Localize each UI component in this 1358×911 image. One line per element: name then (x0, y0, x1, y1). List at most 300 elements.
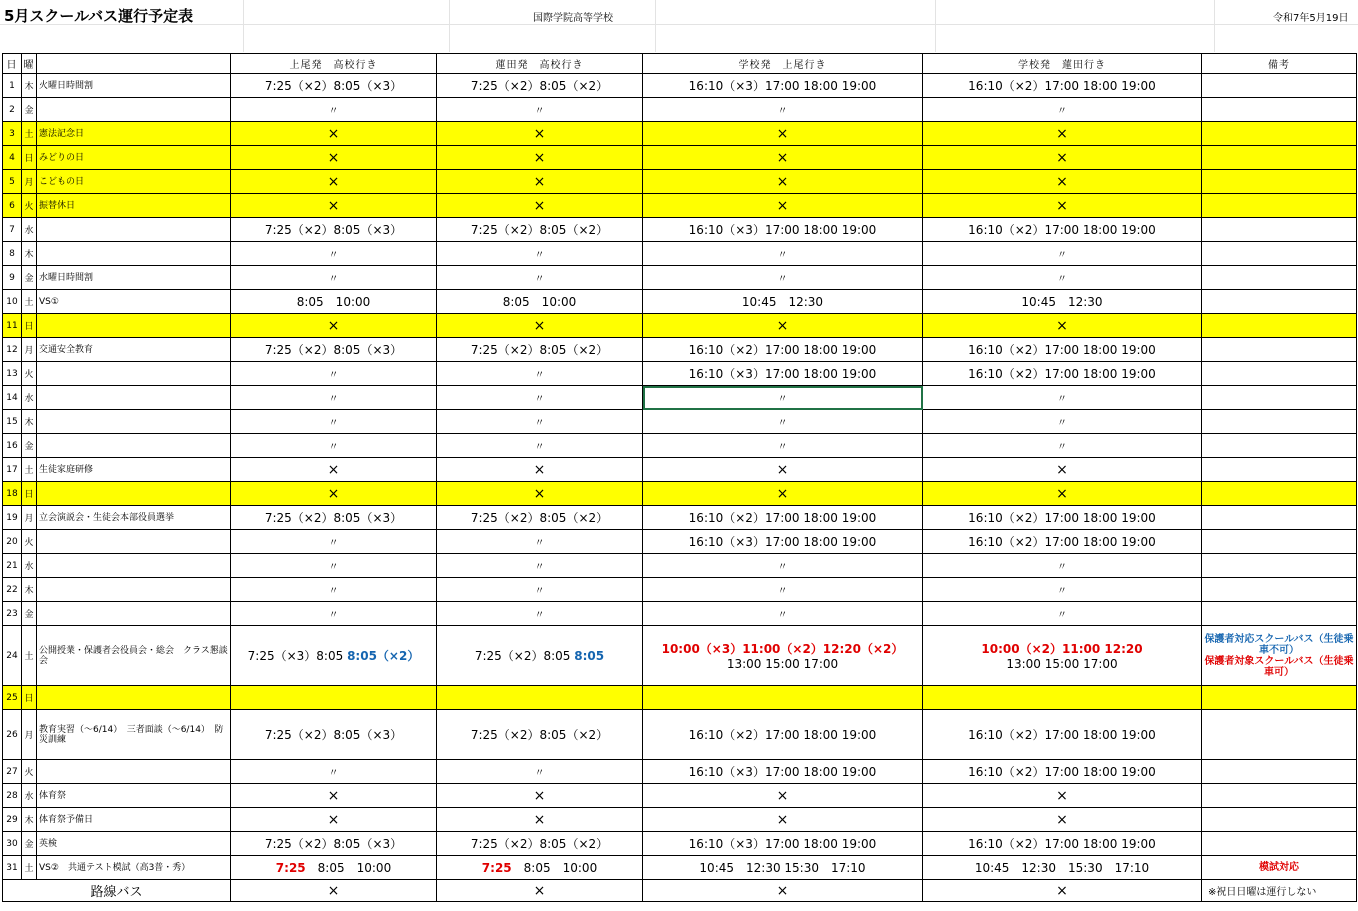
weekday-cell[interactable]: 火 (22, 760, 37, 784)
day-cell[interactable]: 2 (3, 98, 22, 122)
route-bus-label[interactable]: 路線バス (3, 880, 231, 902)
event-cell[interactable] (37, 506, 231, 530)
school-to-hasuda-cell[interactable] (923, 242, 1202, 266)
school-to-ageo-cell[interactable] (643, 506, 923, 530)
remarks-cell[interactable] (1202, 290, 1357, 314)
hasuda-to-school-cell[interactable] (437, 856, 643, 880)
school-to-hasuda-cell[interactable] (923, 686, 1202, 710)
hasuda-to-school-cell[interactable] (437, 530, 643, 554)
hasuda-to-school-cell[interactable] (437, 686, 643, 710)
school-to-ageo-cell[interactable] (643, 362, 923, 386)
remarks-cell[interactable] (1202, 338, 1357, 362)
day-cell[interactable]: 23 (3, 602, 22, 626)
school-to-hasuda-cell[interactable] (923, 194, 1202, 218)
school-to-hasuda-cell[interactable] (923, 602, 1202, 626)
ageo-to-school-cell[interactable] (231, 410, 437, 434)
remarks-cell[interactable] (1202, 386, 1357, 410)
day-cell[interactable]: 15 (3, 410, 22, 434)
table-row (3, 578, 1357, 602)
ageo-to-school-cell[interactable] (231, 74, 437, 98)
remarks-cell[interactable] (1202, 808, 1357, 832)
school-to-ageo-cell[interactable] (643, 458, 923, 482)
event-cell[interactable] (37, 122, 231, 146)
remarks-cell[interactable] (1202, 362, 1357, 386)
event-cell[interactable] (37, 314, 231, 338)
hasuda-to-school-cell[interactable] (437, 626, 643, 686)
event-cell[interactable] (37, 290, 231, 314)
day-cell[interactable]: 30 (3, 832, 22, 856)
event-cell[interactable] (37, 74, 231, 98)
event-cell[interactable] (37, 626, 231, 686)
remarks-cell[interactable] (1202, 458, 1357, 482)
event-cell[interactable] (37, 530, 231, 554)
departure-times: 16:10（×2）17:00 18:00 19:00 (968, 343, 1156, 357)
school-to-hasuda-cell[interactable] (923, 386, 1202, 410)
event-text: 生徒家庭研修 (39, 464, 94, 475)
ageo-to-school-cell[interactable] (231, 434, 437, 458)
day-cell[interactable]: 28 (3, 784, 22, 808)
ageo-to-school-cell[interactable] (231, 760, 437, 784)
school-to-ageo-cell[interactable] (643, 856, 923, 880)
school-to-ageo-cell[interactable] (643, 122, 923, 146)
ageo-to-school-cell[interactable] (231, 362, 437, 386)
departure-times: × (327, 811, 340, 828)
hasuda-to-school-cell[interactable] (437, 218, 643, 242)
departure-times: × (776, 461, 789, 478)
school-to-hasuda-cell[interactable] (923, 74, 1202, 98)
weekday-cell[interactable]: 金 (22, 602, 37, 626)
remarks-cell[interactable] (1202, 482, 1357, 506)
school-to-ageo-cell[interactable] (643, 194, 923, 218)
ageo-to-school-cell[interactable] (231, 218, 437, 242)
day-cell[interactable]: 4 (3, 146, 22, 170)
remarks-cell[interactable] (1202, 578, 1357, 602)
weekday-cell[interactable]: 木 (22, 242, 37, 266)
weekday-cell[interactable]: 木 (22, 410, 37, 434)
hasuda-to-school-cell[interactable] (437, 170, 643, 194)
departure-times-highlight: 10:00（×2）11:00 12:20 (981, 642, 1143, 656)
weekday-cell[interactable]: 金 (22, 98, 37, 122)
day-cell[interactable]: 31 (3, 856, 22, 880)
event-text: 教育実習（～6/14） 三者面談（～6/14） 防災訓練 (39, 724, 224, 745)
departure-times: 7:25（×2）8:05（×3） (264, 728, 403, 742)
event-cell[interactable] (37, 710, 231, 760)
ageo-to-school-cell[interactable] (231, 290, 437, 314)
departure-times: × (1056, 317, 1068, 334)
ageo-to-school-cell[interactable] (231, 808, 437, 832)
school-to-ageo-cell[interactable] (643, 314, 923, 338)
school-to-ageo-cell[interactable] (643, 98, 923, 122)
school-to-ageo-cell[interactable] (643, 784, 923, 808)
school-to-ageo-cell[interactable] (643, 482, 923, 506)
day-cell[interactable]: 7 (3, 218, 22, 242)
hasuda-to-school-cell[interactable] (437, 194, 643, 218)
remark-note: 模試対応 (1259, 862, 1299, 873)
departure-times: 10:45 12:30 (741, 295, 824, 309)
weekday-cell[interactable]: 火 (22, 362, 37, 386)
table-row (3, 290, 1357, 314)
ageo-to-school-cell[interactable] (231, 784, 437, 808)
remarks-cell[interactable] (1202, 74, 1357, 98)
hasuda-to-school-cell[interactable] (437, 578, 643, 602)
school-to-ageo-cell[interactable] (643, 266, 923, 290)
departure-times: × (327, 787, 340, 804)
event-cell[interactable] (37, 686, 231, 710)
school-to-ageo-cell[interactable] (643, 554, 923, 578)
day-cell[interactable]: 29 (3, 808, 22, 832)
event-cell[interactable] (37, 578, 231, 602)
school-to-hasuda-cell[interactable] (923, 290, 1202, 314)
hasuda-to-school-cell[interactable] (437, 602, 643, 626)
event-cell[interactable] (37, 784, 231, 808)
event-cell[interactable] (37, 410, 231, 434)
weekday-cell[interactable]: 月 (22, 170, 37, 194)
ageo-to-school-cell[interactable] (231, 146, 437, 170)
remarks-cell[interactable] (1202, 602, 1357, 626)
departure-times: × (533, 485, 546, 502)
departure-times: 7:25（×3）8:05 (247, 649, 344, 663)
departure-times: × (776, 485, 789, 502)
day-cell[interactable]: 18 (3, 482, 22, 506)
event-cell[interactable] (37, 98, 231, 122)
weekday-cell[interactable]: 日 (22, 686, 37, 710)
remarks-cell[interactable] (1202, 170, 1357, 194)
hasuda-to-school-cell[interactable] (437, 832, 643, 856)
departure-times: × (327, 149, 340, 166)
departure-times: 16:10（×3）17:00 18:00 19:00 (688, 223, 877, 237)
hasuda-to-school-cell[interactable] (437, 760, 643, 784)
day-cell[interactable]: 24 (3, 626, 22, 686)
day-cell[interactable]: 11 (3, 314, 22, 338)
remarks-cell[interactable] (1202, 760, 1357, 784)
ageo-to-school-cell[interactable] (231, 314, 437, 338)
route-bus-hasuda-to-school[interactable]: × (437, 880, 643, 902)
departure-times: × (327, 317, 340, 334)
day-cell[interactable]: 13 (3, 362, 22, 386)
hasuda-to-school-cell[interactable] (437, 122, 643, 146)
event-text: 体育祭予備日 (39, 814, 94, 825)
school-to-hasuda-cell[interactable] (923, 266, 1202, 290)
school-to-ageo-cell[interactable] (643, 74, 923, 98)
departure-times: 16:10（×2）17:00 18:00 19:00 (968, 511, 1156, 525)
table-row (3, 602, 1357, 626)
day-cell[interactable]: 10 (3, 290, 22, 314)
weekday-cell[interactable]: 金 (22, 266, 37, 290)
day-cell[interactable]: 9 (3, 266, 22, 290)
school-to-hasuda-cell[interactable] (923, 856, 1202, 880)
school-to-ageo-cell[interactable] (643, 146, 923, 170)
school-to-ageo-cell[interactable] (643, 242, 923, 266)
school-to-ageo-cell[interactable] (643, 170, 923, 194)
school-to-hasuda-cell[interactable] (923, 338, 1202, 362)
school-to-ageo-cell[interactable] (643, 760, 923, 784)
event-cell[interactable] (37, 434, 231, 458)
weekday-cell[interactable]: 月 (22, 506, 37, 530)
school-to-hasuda-cell[interactable] (923, 482, 1202, 506)
hasuda-to-school-cell[interactable] (437, 710, 643, 760)
event-cell[interactable] (37, 808, 231, 832)
day-cell[interactable]: 17 (3, 458, 22, 482)
departure-times: 〃 (534, 562, 545, 573)
departure-times: 〃 (328, 370, 339, 381)
school-to-ageo-cell[interactable] (643, 832, 923, 856)
remarks-cell[interactable] (1202, 194, 1357, 218)
remarks-cell[interactable] (1202, 266, 1357, 290)
day-cell[interactable]: 3 (3, 122, 22, 146)
event-cell[interactable] (37, 482, 231, 506)
school-to-ageo-cell[interactable] (643, 602, 923, 626)
departure-times: 〃 (534, 274, 545, 285)
event-cell[interactable] (37, 458, 231, 482)
weekday-cell[interactable]: 日 (22, 482, 37, 506)
day-cell[interactable]: 20 (3, 530, 22, 554)
remarks-cell[interactable] (1202, 410, 1357, 434)
school-to-hasuda-cell[interactable] (923, 218, 1202, 242)
school-to-ageo-cell[interactable] (643, 218, 923, 242)
event-cell[interactable] (37, 218, 231, 242)
ageo-to-school-cell[interactable] (231, 856, 437, 880)
event-cell[interactable] (37, 554, 231, 578)
remarks-cell[interactable] (1202, 218, 1357, 242)
hasuda-to-school-cell[interactable] (437, 98, 643, 122)
hasuda-to-school-cell[interactable] (437, 242, 643, 266)
ageo-to-school-cell[interactable] (231, 170, 437, 194)
school-to-ageo-cell[interactable] (643, 410, 923, 434)
departure-times: 〃 (777, 442, 788, 453)
day-cell[interactable]: 16 (3, 434, 22, 458)
school-to-hasuda-cell[interactable] (923, 554, 1202, 578)
remarks-cell[interactable] (1202, 686, 1357, 710)
school-to-hasuda-cell[interactable] (923, 146, 1202, 170)
hasuda-to-school-cell[interactable] (437, 506, 643, 530)
ageo-to-school-cell[interactable] (231, 386, 437, 410)
remarks-cell[interactable] (1202, 530, 1357, 554)
hasuda-to-school-cell[interactable] (437, 808, 643, 832)
hasuda-to-school-cell[interactable] (437, 386, 643, 410)
school-to-ageo-cell[interactable] (643, 710, 923, 760)
ageo-to-school-cell[interactable] (231, 710, 437, 760)
departure-times: 〃 (328, 442, 339, 453)
school-to-hasuda-cell[interactable] (923, 626, 1202, 686)
weekday-cell[interactable]: 木 (22, 808, 37, 832)
school-to-hasuda-cell[interactable] (923, 314, 1202, 338)
event-cell[interactable] (37, 194, 231, 218)
ageo-to-school-cell[interactable] (231, 506, 437, 530)
school-to-hasuda-cell[interactable] (923, 760, 1202, 784)
gridline (655, 0, 656, 52)
ageo-to-school-cell[interactable] (231, 626, 437, 686)
day-cell[interactable]: 25 (3, 686, 22, 710)
ageo-to-school-cell[interactable] (231, 554, 437, 578)
hasuda-to-school-cell[interactable] (437, 74, 643, 98)
weekday-cell[interactable]: 木 (22, 74, 37, 98)
school-to-hasuda-cell[interactable] (923, 410, 1202, 434)
remarks-cell[interactable] (1202, 856, 1357, 880)
hasuda-to-school-cell[interactable] (437, 314, 643, 338)
weekday-cell[interactable]: 土 (22, 626, 37, 686)
hasuda-to-school-cell[interactable] (437, 410, 643, 434)
route-bus-school-to-hasuda[interactable]: × (923, 880, 1202, 902)
school-to-ageo-cell[interactable] (643, 386, 923, 410)
school-to-ageo-cell[interactable] (643, 290, 923, 314)
remarks-cell[interactable] (1202, 122, 1357, 146)
departure-times: 〃 (777, 106, 788, 117)
school-to-ageo-cell[interactable] (643, 338, 923, 362)
day-cell[interactable]: 8 (3, 242, 22, 266)
school-to-ageo-cell[interactable] (643, 686, 923, 710)
day-cell[interactable]: 26 (3, 710, 22, 760)
ageo-to-school-cell[interactable] (231, 578, 437, 602)
route-bus-ageo-to-school[interactable]: × (231, 880, 437, 902)
school-to-ageo-cell[interactable] (643, 808, 923, 832)
school-to-ageo-cell[interactable] (643, 434, 923, 458)
weekday-cell[interactable]: 月 (22, 338, 37, 362)
school-to-ageo-cell[interactable] (643, 530, 923, 554)
weekday-cell[interactable]: 火 (22, 530, 37, 554)
day-cell[interactable]: 1 (3, 74, 22, 98)
ageo-to-school-cell[interactable] (231, 242, 437, 266)
table-row (3, 362, 1357, 386)
hasuda-to-school-cell[interactable] (437, 146, 643, 170)
weekday-cell[interactable]: 土 (22, 458, 37, 482)
remarks-cell[interactable] (1202, 98, 1357, 122)
ageo-to-school-cell[interactable] (231, 458, 437, 482)
school-to-hasuda-cell[interactable] (923, 506, 1202, 530)
remark-note: 保護者対応スクールバス（生徒乗車不可） (1204, 633, 1354, 656)
ageo-to-school-cell[interactable] (231, 832, 437, 856)
hasuda-to-school-cell[interactable] (437, 338, 643, 362)
ageo-to-school-cell[interactable] (231, 98, 437, 122)
ageo-to-school-cell[interactable] (231, 482, 437, 506)
event-cell[interactable] (37, 338, 231, 362)
departure-times: × (1056, 125, 1068, 142)
table-row (3, 218, 1357, 242)
event-cell[interactable] (37, 242, 231, 266)
day-cell[interactable]: 6 (3, 194, 22, 218)
departure-times: 8:05 10:00 (523, 861, 598, 875)
day-cell[interactable]: 5 (3, 170, 22, 194)
weekday-cell[interactable]: 水 (22, 784, 37, 808)
event-cell[interactable] (37, 760, 231, 784)
school-to-hasuda-cell[interactable] (923, 458, 1202, 482)
day-cell[interactable]: 14 (3, 386, 22, 410)
remarks-cell[interactable] (1202, 146, 1357, 170)
weekday-cell[interactable]: 金 (22, 832, 37, 856)
school-to-ageo-cell[interactable] (643, 626, 923, 686)
table-row (3, 530, 1357, 554)
ageo-to-school-cell[interactable] (231, 686, 437, 710)
hasuda-to-school-cell[interactable] (437, 290, 643, 314)
event-cell[interactable] (37, 266, 231, 290)
departure-times: 〃 (1057, 610, 1067, 621)
weekday-cell[interactable]: 土 (22, 122, 37, 146)
sheet-top-area (0, 0, 1358, 50)
hasuda-to-school-cell[interactable] (437, 434, 643, 458)
route-bus-school-to-ageo[interactable]: × (643, 880, 923, 902)
hasuda-to-school-cell[interactable] (437, 784, 643, 808)
remarks-cell[interactable] (1202, 242, 1357, 266)
weekday-cell[interactable]: 月 (22, 710, 37, 760)
day-cell[interactable]: 12 (3, 338, 22, 362)
remarks-cell[interactable] (1202, 832, 1357, 856)
ageo-to-school-cell[interactable] (231, 266, 437, 290)
event-cell[interactable] (37, 362, 231, 386)
weekday-cell[interactable]: 日 (22, 146, 37, 170)
departure-times: × (776, 173, 789, 190)
school-to-ageo-cell[interactable] (643, 578, 923, 602)
day-cell[interactable]: 21 (3, 554, 22, 578)
school-to-hasuda-cell[interactable] (923, 832, 1202, 856)
weekday-cell[interactable]: 水 (22, 554, 37, 578)
table-row (3, 242, 1357, 266)
ageo-to-school-cell[interactable] (231, 122, 437, 146)
remarks-cell[interactable] (1202, 784, 1357, 808)
departure-times: 7:25（×2）8:05（×3） (264, 511, 403, 525)
hasuda-to-school-cell[interactable] (437, 458, 643, 482)
event-text: 交通安全教育 (39, 344, 94, 355)
col-header-remarks: 備考 (1202, 54, 1357, 74)
event-cell[interactable] (37, 146, 231, 170)
school-to-hasuda-cell[interactable] (923, 434, 1202, 458)
footer-note[interactable]: ※祝日日曜は運行しない (1202, 880, 1357, 902)
departure-times: × (1056, 461, 1068, 478)
departure-times: 〃 (328, 250, 339, 261)
school-to-hasuda-cell[interactable] (923, 122, 1202, 146)
event-cell[interactable] (37, 856, 231, 880)
remarks-cell[interactable] (1202, 554, 1357, 578)
event-text: 振替休日 (39, 200, 76, 211)
school-to-hasuda-cell[interactable] (923, 98, 1202, 122)
school-to-hasuda-cell[interactable] (923, 784, 1202, 808)
school-to-hasuda-cell[interactable] (923, 578, 1202, 602)
school-to-hasuda-cell[interactable] (923, 362, 1202, 386)
remarks-cell[interactable] (1202, 506, 1357, 530)
remarks-cell[interactable] (1202, 314, 1357, 338)
ageo-to-school-cell[interactable] (231, 338, 437, 362)
remarks-cell[interactable] (1202, 626, 1357, 686)
weekday-cell[interactable]: 日 (22, 314, 37, 338)
event-cell[interactable] (37, 386, 231, 410)
day-cell[interactable]: 27 (3, 760, 22, 784)
event-cell[interactable] (37, 832, 231, 856)
weekday-cell[interactable]: 金 (22, 434, 37, 458)
hasuda-to-school-cell[interactable] (437, 482, 643, 506)
weekday-cell[interactable]: 水 (22, 386, 37, 410)
weekday-cell[interactable]: 土 (22, 290, 37, 314)
school-to-hasuda-cell[interactable] (923, 808, 1202, 832)
hasuda-to-school-cell[interactable] (437, 266, 643, 290)
departure-times: 8:05 10:00 (296, 295, 371, 309)
event-cell[interactable] (37, 170, 231, 194)
event-cell[interactable] (37, 602, 231, 626)
weekday-cell[interactable]: 木 (22, 578, 37, 602)
day-cell[interactable]: 22 (3, 578, 22, 602)
day-cell[interactable]: 19 (3, 506, 22, 530)
weekday-cell[interactable]: 水 (22, 218, 37, 242)
ageo-to-school-cell[interactable] (231, 602, 437, 626)
hasuda-to-school-cell[interactable] (437, 554, 643, 578)
remarks-cell[interactable] (1202, 434, 1357, 458)
hasuda-to-school-cell[interactable] (437, 362, 643, 386)
weekday-cell[interactable]: 火 (22, 194, 37, 218)
ageo-to-school-cell[interactable] (231, 530, 437, 554)
weekday-cell[interactable]: 土 (22, 856, 37, 880)
school-to-hasuda-cell[interactable] (923, 170, 1202, 194)
school-to-hasuda-cell[interactable] (923, 530, 1202, 554)
ageo-to-school-cell[interactable] (231, 194, 437, 218)
remarks-cell[interactable] (1202, 710, 1357, 760)
school-to-hasuda-cell[interactable] (923, 710, 1202, 760)
